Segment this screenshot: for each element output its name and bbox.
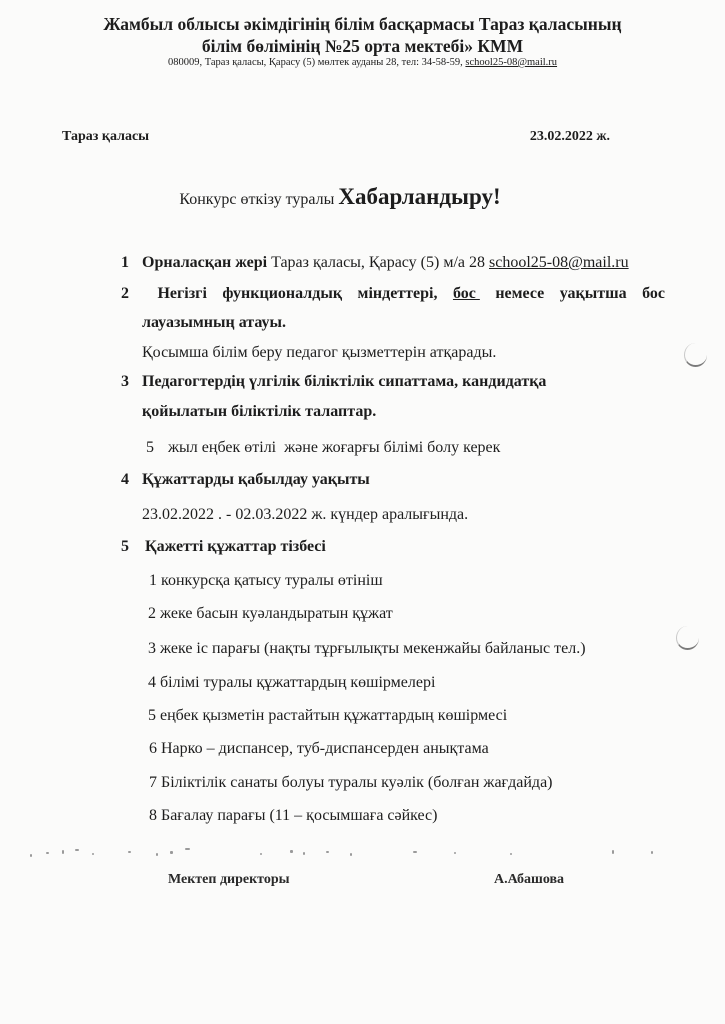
item-2-word: немесе	[495, 285, 545, 302]
header-line-1: Жамбыл облысы әкімдігінің білім басқармасы Тараз қаласының	[103, 14, 622, 34]
document-list-item: 3 жеке іс парағы (нақты тұрғылықты мекенжайы байланыс тел.)	[148, 640, 586, 657]
item-2-detail: Қосымша білім беру педагог қызметтерін атқарады.	[142, 344, 497, 361]
item-3-detail	[146, 439, 500, 457]
item-2-number: 2	[121, 285, 129, 302]
item-1-number: 1	[121, 254, 129, 271]
title-prefix: Конкурс өткізу туралы	[179, 191, 335, 208]
document-list-item: 7 Біліктілік санаты болуы туралы куәлік (болған жағдайда)	[149, 774, 553, 791]
item-1-email-link[interactable]: school25-08@mail.ru	[489, 254, 629, 271]
punch-hole-mark	[676, 626, 699, 650]
document-list-item: 1 конкурсқа қатысу туралы өтініш	[149, 572, 383, 589]
item-1-label: Орналасқан жері	[142, 254, 268, 271]
address-text: 080009, Тараз қаласы, Қарасу (5) мөлтек ауданы 28, тел: 34-58-59,	[167, 57, 466, 68]
item-3	[121, 373, 546, 391]
document-date: 23.02.2022 ж.	[529, 129, 610, 144]
item-2-word: бос	[642, 285, 665, 302]
document-title	[0, 184, 680, 210]
item-3-detail-number: 5	[146, 439, 154, 456]
document-list-item: 4 білімі туралы құжаттардың көшірмелері	[148, 674, 436, 691]
item-3-line-1: Педагогтердің үлгілік біліктілік сипаттама, кандидатқа	[142, 373, 547, 390]
item-5-number: 5	[121, 538, 129, 555]
item-1-text: Тараз қаласы, Қарасу (5) м/а 28	[267, 254, 490, 271]
item-5-label: Қажетті құжаттар тізбесі	[145, 538, 326, 555]
item-2-word: Негізгі	[157, 285, 207, 302]
address-email-link[interactable]: school25-08@mail.ru	[465, 57, 558, 68]
item-3-number: 3	[121, 373, 129, 390]
item-5	[121, 538, 326, 556]
document-list-item: 6 Нарко – диспансер, туб-диспансерден анықтама	[149, 740, 489, 757]
item-4-label: Құжаттарды қабылдау уақыты	[142, 471, 370, 488]
item-2	[121, 285, 665, 303]
document-list-item: 5 еңбек қызметін растайтын құжаттардың көшірмесі	[148, 707, 508, 724]
item-2-word: уақытша	[559, 285, 627, 302]
document-list-item: 8 Бағалау парағы (11 – қосымшаға сәйкес)	[149, 807, 438, 824]
title-main: Хабарландыру!	[338, 184, 501, 209]
document-list-item: 2 жеке басын куәландыратын құжат	[148, 605, 393, 622]
item-2-line-2: лауазымның атауы.	[142, 314, 287, 331]
header-address	[100, 57, 625, 68]
header-line-2: білім бөлімінің №25 орта мектебі» КММ	[201, 36, 524, 56]
item-4	[121, 471, 370, 489]
city-label: Тараз қаласы	[62, 129, 150, 144]
signature-name: А.Абашова	[494, 872, 565, 887]
item-2-word: функционалдық	[222, 285, 343, 302]
signature-position: Мектеп директоры	[168, 872, 290, 887]
item-4-number: 4	[121, 471, 129, 488]
item-1	[121, 254, 629, 272]
item-2-word-underlined: бос	[452, 285, 480, 302]
item-2-word: міндеттері,	[357, 285, 438, 302]
item-3-detail-text: жыл еңбек өтілі және жоғарғы білімі болу керек	[168, 439, 501, 456]
item-3-line-2: қойылатын біліктілік талаптар.	[142, 403, 377, 420]
punch-hole-mark	[684, 343, 707, 367]
item-4-detail: 23.02.2022 . - 02.03.2022 ж. күндер аралығында.	[142, 506, 469, 523]
